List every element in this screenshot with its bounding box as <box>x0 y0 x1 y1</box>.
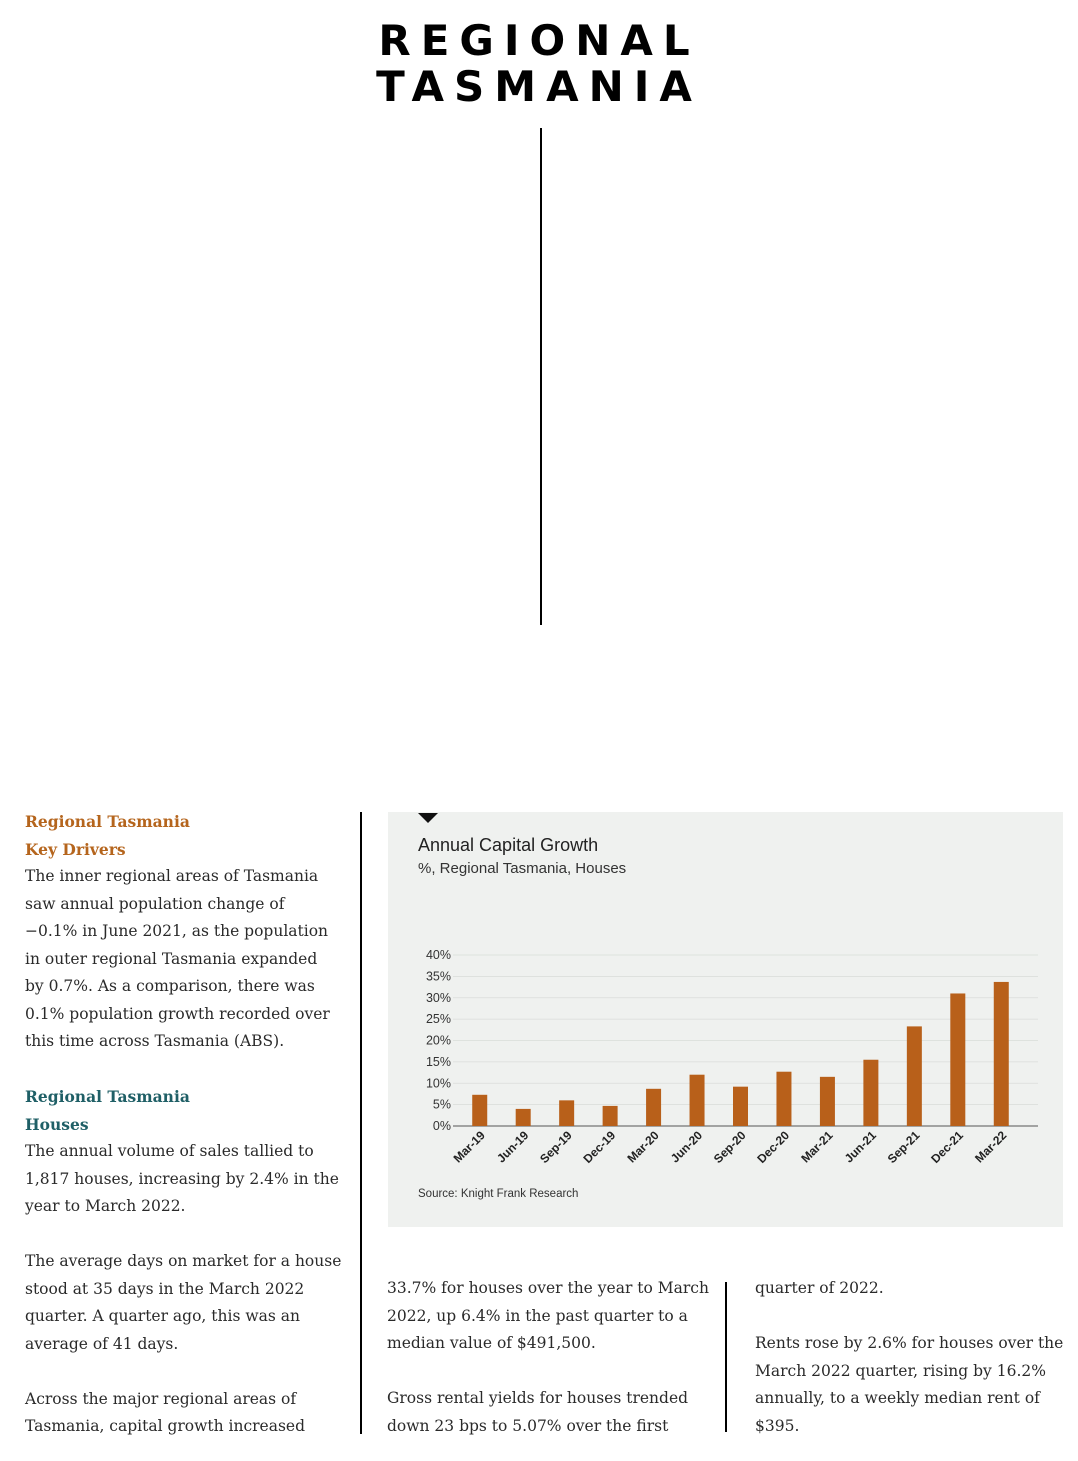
bar <box>733 1087 748 1126</box>
key-drivers-subheading: Key Drivers <box>25 839 126 859</box>
bar <box>559 1100 574 1126</box>
page-title-line1: REGIONAL <box>378 16 700 65</box>
x-tick-label: Mar-22 <box>972 1128 1010 1166</box>
bar <box>603 1106 618 1126</box>
x-tick-label: Jun-20 <box>667 1128 706 1166</box>
x-tick-label: Sep-21 <box>884 1128 923 1166</box>
houses-paragraph-1 <box>25 1138 345 1221</box>
x-tick-label: Dec-21 <box>928 1128 966 1166</box>
chart-title: Annual Capital Growth <box>418 835 599 855</box>
text-line: quarter. A quarter ago, this was an <box>25 1307 300 1325</box>
page-title <box>0 18 1078 110</box>
chart-source: Source: Knight Frank Research <box>418 1188 579 1200</box>
top-divider <box>540 128 542 625</box>
middle-paragraph-2 <box>387 1385 717 1440</box>
y-tick-label: 5% <box>432 1097 451 1112</box>
middle-paragraph-1 <box>387 1275 717 1358</box>
y-tick-label: 40% <box>425 948 451 962</box>
bar <box>646 1089 661 1126</box>
text-line: median value of $491,500. <box>387 1334 596 1352</box>
left-column-divider <box>360 812 362 1434</box>
text-line: Gross rental yields for houses trended <box>387 1389 689 1407</box>
key-drivers-paragraph <box>25 863 345 1056</box>
bar <box>994 982 1009 1126</box>
x-tick-label: Mar-19 <box>450 1128 488 1166</box>
text-line: average of 41 days. <box>25 1334 179 1353</box>
text-line: The inner regional areas of Tasmania <box>25 867 319 885</box>
text-line: 1,817 houses, increasing by 2.4% in the <box>25 1169 339 1188</box>
text-line: annually, to a weekly median rent of <box>755 1389 1040 1407</box>
middle-column <box>387 1275 717 1440</box>
x-tick-label: Mar-21 <box>798 1128 836 1166</box>
bar <box>690 1075 705 1126</box>
text-line: in outer regional Tasmania expanded <box>25 949 318 968</box>
houses-subheading: Houses <box>25 1114 89 1134</box>
bar <box>907 1026 922 1126</box>
left-column <box>25 808 345 1441</box>
text-line: by 0.7%. As a comparison, there was <box>25 977 315 995</box>
x-tick-label: Sep-19 <box>537 1128 575 1166</box>
text-line: Rents rose by 2.6% for houses over the <box>755 1334 1064 1352</box>
text-line: Tasmania, capital growth increased <box>25 1417 306 1435</box>
right-paragraph-1 <box>755 1275 1065 1303</box>
chart-marker-icon <box>418 813 438 823</box>
text-line: The average days on market for a house <box>25 1252 342 1270</box>
right-paragraph-2 <box>755 1330 1065 1440</box>
houses-paragraph-2 <box>25 1248 345 1358</box>
chart-subtitle: %, Regional Tasmania, Houses <box>418 860 627 877</box>
bar <box>516 1109 531 1126</box>
text-line: 33.7% for houses over the year to March <box>387 1279 709 1297</box>
x-tick-label: Jun-19 <box>494 1128 532 1166</box>
x-tick-label: Jun-21 <box>841 1128 880 1166</box>
x-tick-label: Dec-19 <box>580 1128 619 1166</box>
y-tick-label: 30% <box>425 990 451 1005</box>
houses-heading: Regional Tasmania <box>25 1087 190 1106</box>
y-tick-label: 20% <box>425 1033 451 1048</box>
right-column <box>755 1275 1065 1440</box>
y-tick-label: 35% <box>425 969 451 984</box>
middle-column-divider <box>725 1282 727 1432</box>
bar-chart <box>388 940 1063 1190</box>
text-line: −0.1% in June 2021, as the population <box>25 922 329 940</box>
x-tick-label: Sep-20 <box>710 1128 749 1166</box>
bar <box>472 1095 487 1126</box>
text-line: stood at 35 days in the March 2022 <box>25 1279 305 1298</box>
page-title-line2: TASMANIA <box>376 62 702 111</box>
bar <box>950 993 965 1126</box>
text-line: The annual volume of sales tallied to <box>25 1142 314 1160</box>
text-line: year to March 2022. <box>25 1197 186 1215</box>
text-line: quarter of 2022. <box>755 1279 884 1297</box>
text-line: March 2022 quarter, rising by 16.2% <box>755 1361 1046 1380</box>
y-tick-label: 15% <box>425 1054 451 1069</box>
text-line: 0.1% population growth recorded over <box>25 1004 330 1023</box>
x-tick-label: Mar-20 <box>624 1128 662 1166</box>
text-line: 2022, up 6.4% in the past quarter to a <box>387 1306 688 1325</box>
text-line: down 23 bps to 5.07% over the first <box>387 1416 669 1435</box>
text-line: Across the major regional areas of <box>25 1389 297 1408</box>
text-line: saw annual population change of <box>25 894 285 913</box>
bar <box>776 1072 791 1126</box>
y-tick-label: 25% <box>425 1012 451 1027</box>
y-tick-label: 10% <box>425 1076 451 1091</box>
key-drivers-heading: Regional Tasmania <box>25 812 190 831</box>
y-tick-label: 0% <box>432 1119 451 1133</box>
bar <box>863 1060 878 1126</box>
text-line: $395. <box>755 1416 800 1435</box>
x-tick-label: Dec-20 <box>754 1128 793 1166</box>
text-line: this time across Tasmania (ABS). <box>25 1032 285 1050</box>
houses-paragraph-3 <box>25 1386 345 1441</box>
bar <box>820 1077 835 1126</box>
